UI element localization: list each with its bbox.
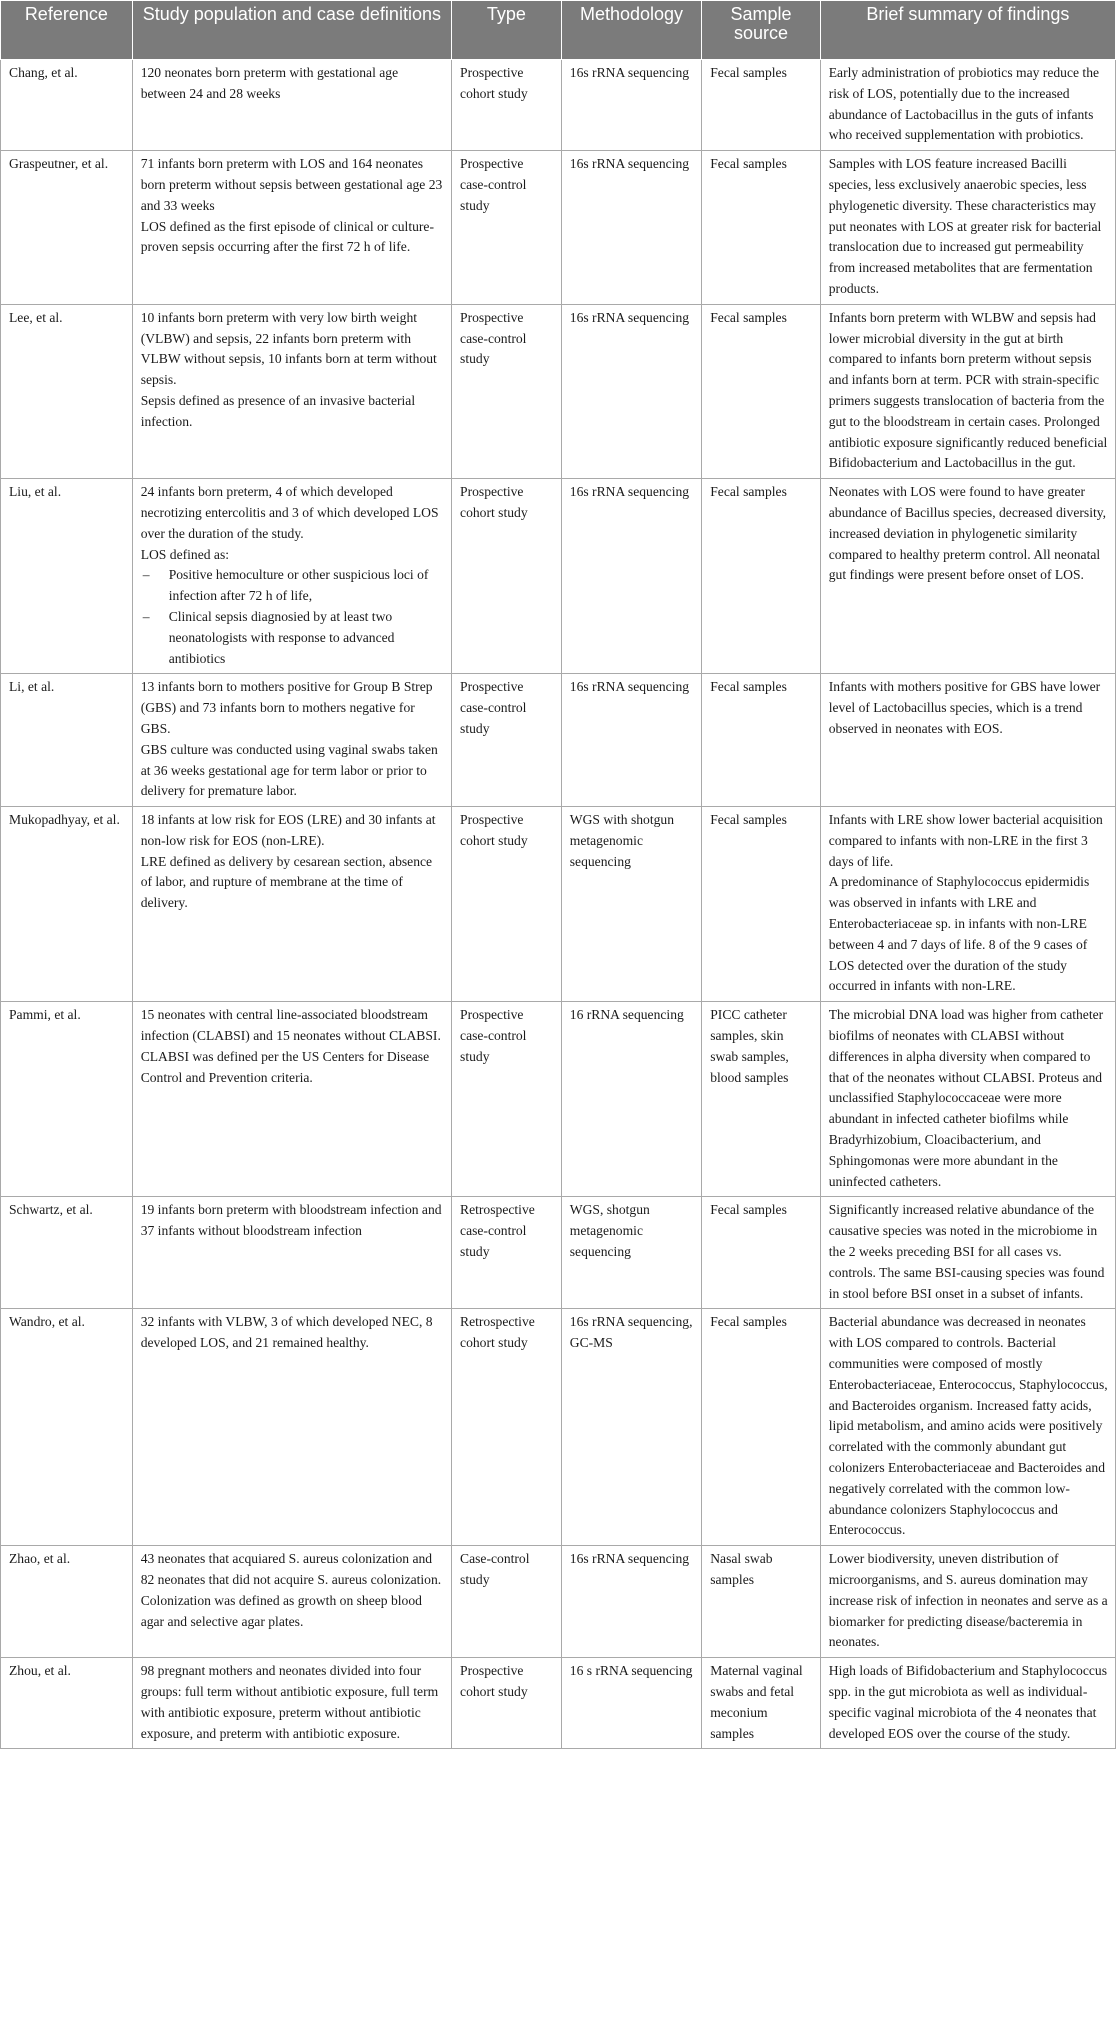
cell-type: Prospective cohort study [452, 479, 562, 674]
findings-text: Neonates with LOS were found to have greater abundance of Bacillus species, decreased diversity, increased deviation in phylogenetic similarity compared to healthy preterm control. All neonatal gut findings were present before onset of LOS. [828, 484, 1107, 583]
cell-sample-source: Fecal samples [702, 60, 821, 151]
cell-type: Prospective case-control study [452, 1002, 562, 1197]
cell-findings [820, 674, 1115, 807]
cell-reference: Chang, et al. [1, 60, 133, 151]
population-text: 120 neonates born preterm with gestational age between 24 and 28 weeks [140, 65, 399, 101]
cell-type: Retrospective case-control study [452, 1197, 562, 1309]
cell-methodology: 16s rRNA sequencing [561, 151, 701, 305]
cell-population [132, 60, 451, 151]
cell-findings [820, 304, 1115, 478]
population-definition: Sepsis defined as presence of an invasive bacterial infection. [140, 392, 416, 429]
cell-findings [820, 1546, 1115, 1658]
header-reference: Reference [1, 1, 133, 60]
definition-list-item: – Clinical sepsis diagnosied by at least two neonatologists with response to advanced antibiotics [141, 607, 444, 669]
cell-population [132, 304, 451, 478]
population-text: 24 infants born preterm, 4 of which developed necrotizing entercolitis and 3 of which developed LOS over the duration of the study. [140, 484, 439, 541]
cell-reference: Pammi, et al. [1, 1002, 133, 1197]
population-text: 43 neonates that acquiared S. aureus colonization and 82 neonates that did not acquire S. aureus colonization. [140, 1551, 442, 1587]
table-row [1, 1309, 1116, 1546]
cell-population [132, 1002, 451, 1197]
cell-sample-source: Fecal samples [702, 151, 821, 305]
table-row [1, 1197, 1116, 1309]
header-population: Study population and case definitions [132, 1, 451, 60]
cell-type: Prospective case-control study [452, 304, 562, 478]
cell-findings [820, 1658, 1115, 1749]
findings-text: Early administration of probiotics may reduce the risk of LOS, potentially due to the increased abundance of Lactobacillus in the guts of infants who received supplementation with probiotics. [828, 65, 1100, 143]
cell-reference: Mukopadhyay, et al. [1, 807, 133, 1002]
population-text: 15 neonates with central line-associated bloodstream infection (CLABSI) and 15 neonates without CLABSI. [140, 1007, 441, 1044]
header-type: Type [452, 1, 562, 60]
cell-population [132, 1546, 451, 1658]
findings-text: Samples with LOS feature increased Bacilli species, less exclusively anaerobic species, less phylogenetic diversity. These characteristics may put neonates with LOS at greater risk for bacterial translocation due to increased gut permeability from increased metabolites that are fermentation products. [828, 156, 1102, 296]
cell-reference: Wandro, et al. [1, 1309, 133, 1546]
cell-population [132, 1658, 451, 1749]
cell-population [132, 807, 451, 1002]
population-definition: CLABSI was defined per the US Centers for Disease Control and Prevention criteria. [140, 1048, 430, 1085]
table-row [1, 1546, 1116, 1658]
cell-type: Prospective cohort study [452, 60, 562, 151]
cell-sample-source: Fecal samples [702, 674, 821, 807]
cell-sample-source: PICC catheter samples, skin swab samples, blood samples [702, 1002, 821, 1197]
cell-methodology: 16s rRNA sequencing [561, 674, 701, 807]
cell-type: Retrospective cohort study [452, 1309, 562, 1546]
table-row [1, 151, 1116, 305]
table-row [1, 1002, 1116, 1197]
cell-type: Prospective case-control study [452, 674, 562, 807]
cell-reference: Zhao, et al. [1, 1546, 133, 1658]
header-findings: Brief summary of findings [820, 1, 1115, 60]
population-definition: GBS culture was conducted using vaginal swabs taken at 36 weeks gestational age for term labor or prior to delivery for premature labor. [140, 741, 438, 799]
population-definition: Colonization was defined as growth on sheep blood agar and selective agar plates. [140, 1592, 422, 1629]
cell-type: Prospective case-control study [452, 151, 562, 305]
cell-population [132, 674, 451, 807]
findings-extra-text: A predominance of Staphylococcus epidermidis was observed in infants with LRE and Enterobacteriaceae sp. in infants with non-LRE between 4 and 7 days of life. 8 of the 9 cases of LOS detected over the duration of the study occurred in infants with non-LRE. [828, 874, 1090, 994]
findings-text: The microbial DNA load was higher from catheter biofilms of neonates with CLABSI without differences in alpha diversity when compared to that of the neonates without CLABSI. Proteus and unclassified Staphylococcaceae were more abundant in infected catheter biofilms while Bradyrhizobium, Cloacibacterium, and Sphingomonas were more abundant in the uninfected catheters. [828, 1007, 1104, 1189]
population-text: 98 pregnant mothers and neonates divided into four groups: full term without antibiotic exposure, full term with antibiotic exposure, preterm without antibiotic exposure, and preterm with antibiotic exposure. [140, 1663, 439, 1741]
cell-type: Case-control study [452, 1546, 562, 1658]
cell-methodology: 16s rRNA sequencing [561, 479, 701, 674]
cell-methodology: 16s rRNA sequencing [561, 1546, 701, 1658]
cell-sample-source: Fecal samples [702, 1309, 821, 1546]
cell-sample-source: Fecal samples [702, 304, 821, 478]
cell-sample-source: Fecal samples [702, 1197, 821, 1309]
cell-reference: Li, et al. [1, 674, 133, 807]
cell-reference: Zhou, et al. [1, 1658, 133, 1749]
cell-findings [820, 807, 1115, 1002]
table-row [1, 674, 1116, 807]
cell-population [132, 151, 451, 305]
findings-text: Infants born preterm with WLBW and sepsis had lower microbial diversity in the gut at birth compared to infants born preterm without sepsis and infants born at term. PCR with strain-specific primers suggests translocation of bacteria from the gut to the bloodstream in certain cases. Prolonged antibiotic exposure significantly reduced beneficial Bifidobacterium and Lactobacillus in the gut. [828, 309, 1108, 471]
population-text: 13 infants born to mothers positive for Group B Strep (GBS) and 73 infants born to mothers negative for GBS. [140, 679, 433, 736]
cell-population [132, 479, 451, 674]
cell-methodology: WGS, shotgun metagenomic sequencing [561, 1197, 701, 1309]
cell-methodology: 16 s rRNA sequencing [561, 1658, 701, 1749]
population-text: 18 infants at low risk for EOS (LRE) and 30 infants at non-low risk for EOS (non-LRE). [140, 812, 436, 848]
cell-sample-source: Nasal swab samples [702, 1546, 821, 1658]
table-row [1, 60, 1116, 151]
population-text: 19 infants born preterm with bloodstream infection and 37 infants without bloodstream infection [140, 1202, 442, 1239]
cell-methodology: WGS with shotgun metagenomic sequencing [561, 807, 701, 1002]
population-text: 71 infants born preterm with LOS and 164 neonates born preterm without sepsis between gestational age 23 and 33 weeks [140, 156, 443, 213]
cell-findings [820, 60, 1115, 151]
findings-text: Significantly increased relative abundance of the causative species was noted in the microbiome in the 2 weeks preceding BSI for all cases vs. controls. The same BSI-causing species was found in stool before BSI onset in a subset of infants. [828, 1202, 1105, 1301]
cell-reference: Schwartz, et al. [1, 1197, 133, 1309]
cell-reference: Lee, et al. [1, 304, 133, 478]
cell-findings [820, 479, 1115, 674]
cell-population [132, 1197, 451, 1309]
population-definition: LOS defined as the first episode of clinical or culture-proven sepsis occurring after the first 72 h of life. [140, 218, 434, 255]
cell-methodology: 16 rRNA sequencing [561, 1002, 701, 1197]
header-sample-source: Sample source [702, 1, 821, 60]
table-row [1, 479, 1116, 674]
cell-findings [820, 1002, 1115, 1197]
findings-text: Infants with LRE show lower bacterial acquisition compared to infants with non-LRE in the first 3 days of life. [828, 812, 1103, 869]
definition-list [141, 565, 444, 669]
cell-methodology: 16s rRNA sequencing [561, 60, 701, 151]
population-text: 32 infants with VLBW, 3 of which developed NEC, 8 developed LOS, and 21 remained healthy. [140, 1314, 433, 1351]
cell-type: Prospective cohort study [452, 1658, 562, 1749]
cell-reference: Graspeutner, et al. [1, 151, 133, 305]
cell-findings [820, 151, 1115, 305]
cell-findings [820, 1309, 1115, 1546]
cell-sample-source: Fecal samples [702, 807, 821, 1002]
cell-findings [820, 1197, 1115, 1309]
findings-text: Infants with mothers positive for GBS have lower level of Lactobacillus species, which is a trend observed in neonates with EOS. [828, 679, 1101, 736]
cell-methodology: 16s rRNA sequencing, GC-MS [561, 1309, 701, 1546]
table-row [1, 1658, 1116, 1749]
cell-population [132, 1309, 451, 1546]
definition-list-item: – Positive hemoculture or other suspicious loci of infection after 72 h of life, [141, 565, 444, 607]
table-row [1, 807, 1116, 1002]
findings-text: High loads of Bifidobacterium and Staphylococcus spp. in the gut microbiota as well as individual-specific vaginal microbiota of the 4 neonates that developed EOS over the course of the study. [828, 1663, 1107, 1741]
header-methodology: Methodology [561, 1, 701, 60]
table-row [1, 304, 1116, 478]
population-text: 10 infants born preterm with very low birth weight (VLBW) and sepsis, 22 infants born preterm with VLBW without sepsis, 10 infants born at term without sepsis. [140, 309, 437, 388]
header-row [1, 1, 1116, 60]
cell-sample-source: Maternal vaginal swabs and fetal meconium samples [702, 1658, 821, 1749]
cell-sample-source: Fecal samples [702, 479, 821, 674]
population-definition: LRE defined as delivery by cesarean section, absence of labor, and rupture of membrane at the time of delivery. [140, 853, 433, 911]
cell-type: Prospective cohort study [452, 807, 562, 1002]
cell-methodology: 16s rRNA sequencing [561, 304, 701, 478]
cell-reference: Liu, et al. [1, 479, 133, 674]
findings-text: Bacterial abundance was decreased in neonates with LOS compared to controls. Bacterial communities were composed of mostly Enterobacteriaceae, Enterococcus, Staphylococcus, and Bacteroides organism. Increased fatty acids, lipid metabolism, and amino acids were positively correlated with the commonly abundant gut colonizers Enterobacteriaceae and Bacteroides and negatively correlated with the common low-abundance colonizers Staphylococcus and Enterococcus. [828, 1314, 1108, 1538]
population-definition: LOS defined as: [140, 546, 230, 562]
findings-text: Lower biodiversity, uneven distribution of microorganisms, and S. aureus domination may increase risk of infection in neonates and serve as a biomarker for predicting disease/bacteremia in neonates. [828, 1551, 1108, 1650]
